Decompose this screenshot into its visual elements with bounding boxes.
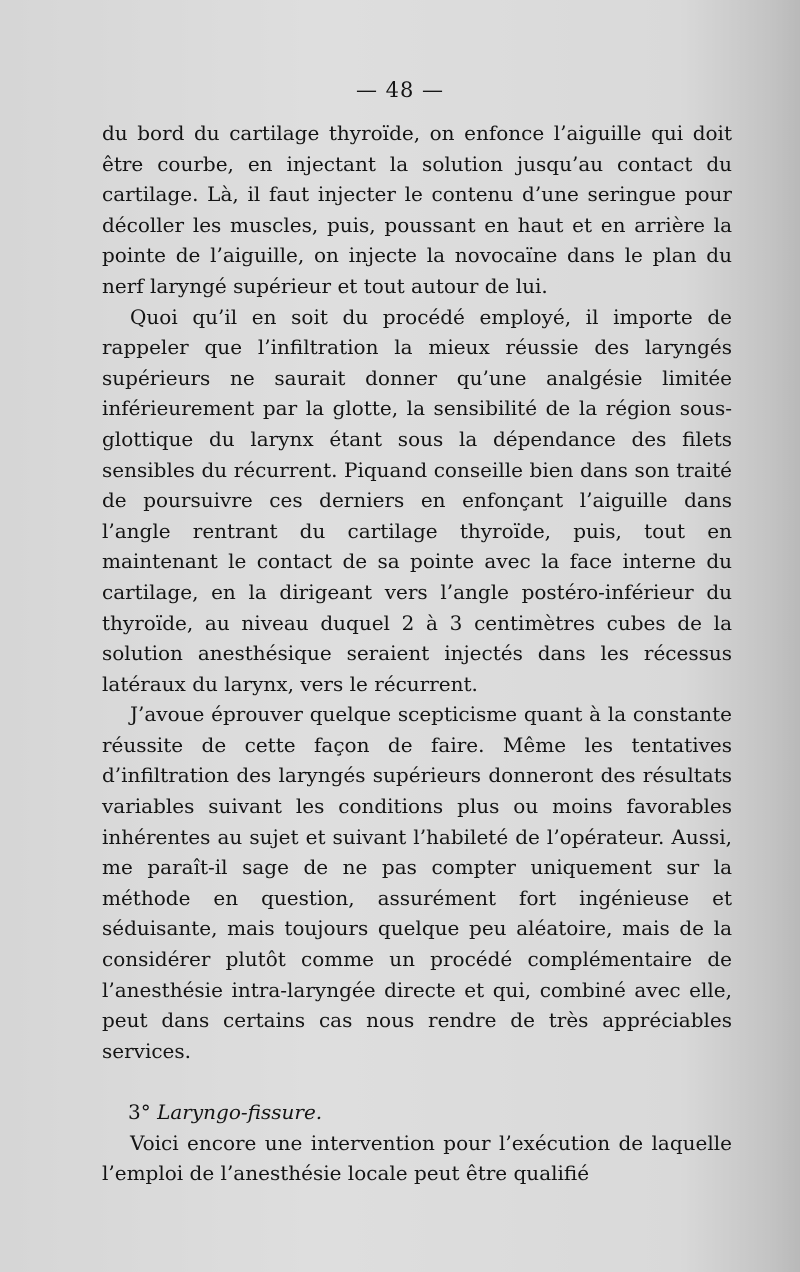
paragraph-laryngo-fissure: Voici encore une intervention pour l’exécution de laquelle l’emploi de l’anesthésie locale peut être qualifié <box>102 1130 732 1186</box>
section-title: Laryngo-fissure. <box>157 1100 323 1124</box>
paragraph-piquand-procedure: Quoi qu’il en soit du procédé employé, il importe de rappeler que l’infiltration la mieux réussie des laryngés supérieurs ne saurait donner qu’une analgésie limitée inférieurement par la glotte, la sensibilité de la région sous-glottique du larynx étant sous la dépendance des filets sensibles du récurrent. Piquand conseille bien dans son traité de poursuivre ces derniers en enfonçant l’aiguille dans l’angle rentrant du cartilage thyroïde, puis, tout en maintenant le contact de sa pointe avec la face interne du cartilage, en la dirigeant vers l’angle postéro-inférieur du thyroïde, au niveau duquel 2 à 3 centimètres cubes de la solution anesthésique seraient injectés dans les récessus latéraux du larynx, vers le récurrent. <box>102 304 732 696</box>
section-number: 3° <box>128 1100 158 1124</box>
body-text-bottom <box>102 1097 732 1189</box>
paragraph-continuation: du bord du cartilage thyroïde, on enfonce l’aiguille qui doit être courbe, en injectant la solution jusqu’au contact du cartilage. Là, il faut injecter le contenu d’une seringue pour décoller les muscles, puis, poussant en haut et en arrière la pointe de l’aiguille, on injecte la novocaïne dans le plan du nerf laryngé supérieur et tout autour de lui. <box>102 121 732 298</box>
body-text-top <box>102 118 732 1066</box>
section-heading <box>102 1097 732 1128</box>
paragraph-scepticism: J’avoue éprouver quelque scepticisme quant à la constante réussite de cette façon de faire. Même les tentatives d’infiltration des laryngés supérieurs donneront des résultats variables suivant les conditions plus ou moins favorables inhérentes au sujet et suivant l’habileté de l’opérateur. Aussi, me paraît-il sage de ne pas compter uniquement sur la méthode en question, assurément fort ingénieuse et séduisante, mais toujours quelque peu aléatoire, mais de la considérer plutôt comme un procédé complémentaire de l’anesthésie intra-laryngée directe et qui, combiné avec elle, peut dans certains cas nous rendre de très appréciables services. <box>102 702 732 1063</box>
page-number: — 48 — <box>355 78 445 102</box>
